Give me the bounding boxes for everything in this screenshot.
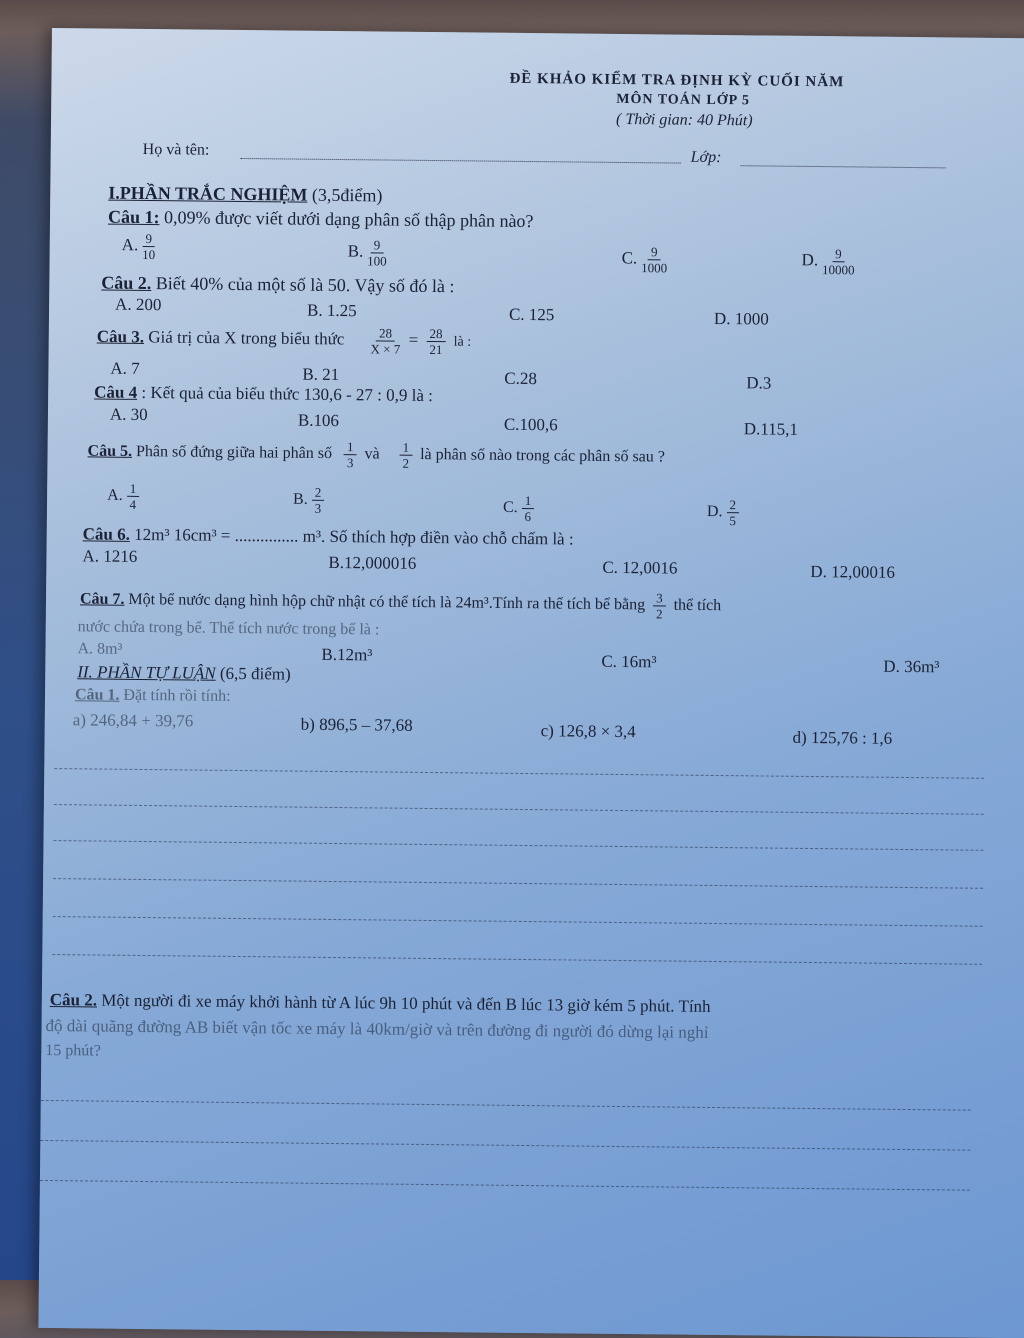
answer-line[interactable] [40,1180,970,1191]
answer-line[interactable] [40,1140,970,1151]
question-2: Câu 2. Biết 40% của một số là 50. Vậy số đó là : [101,272,455,297]
q1-option-c[interactable]: C. $\frac{9}{1000}$ [621,244,668,276]
class-label: Lớp: [690,148,722,167]
q7-option-b[interactable]: B.12m³ [321,644,373,665]
answer-line[interactable] [53,878,983,889]
question-4: Câu 4 : Kết quả của biểu thức 130,6 - 27 : 0,9 là : [94,382,434,406]
q3-option-b[interactable]: B. 21 [302,364,340,385]
question-6: Câu 6. 12m³ 16cm³ = ............... m³. Số thích hợp điền vào chỗ chấm là : [82,524,574,549]
q4-option-d[interactable]: D.115,1 [743,419,799,439]
q2-option-d[interactable]: D. 1000 [713,308,769,329]
e1-part-c: c) 126,8 × 3,4 [540,721,636,742]
q5-option-c[interactable]: C. $\frac{1}{6}$ [503,493,538,524]
q5-option-d[interactable]: D. $\frac{2}{5}$ [707,497,743,528]
q4-option-a[interactable]: A. 30 [109,404,148,425]
question-7: Câu 7. Một bể nước dạng hình hộp chữ nhật có thể tích là 24m³.Tính ra thể tích bể bằng $\frac{3}{2}$ thể tích [79,590,722,622]
q5-option-a[interactable]: A. $\frac{1}{4}$ [107,481,143,512]
q7-option-a[interactable]: A. 8m³ [77,640,123,658]
e1-part-b: b) 896,5 – 37,68 [300,714,413,735]
q5-option-b[interactable]: B. $\frac{2}{3}$ [293,485,328,516]
essay-question-2-line3: 15 phút? [45,1041,101,1060]
name-label: Họ và tên: [142,140,210,159]
q2-option-a[interactable]: A. 200 [115,294,162,315]
essay-question-2-line2: độ dài quãng đường AB biết vận tốc xe máy là 40km/giờ và trên đường đi người đó dừng lại nghỉ [45,1015,709,1042]
class-field[interactable] [741,165,946,168]
e1-part-d: d) 125,76 : 1,6 [792,727,893,748]
answer-line[interactable] [53,916,983,927]
question-7-line2: nước chứa trong bể. Thể tích nước trong bể là : [77,618,380,639]
answer-line[interactable] [54,768,984,779]
e1-part-a: a) 246,84 + 39,76 [72,710,194,731]
q7-option-d[interactable]: D. 36m³ [883,656,940,677]
essay-question-2: Câu 2. Một người đi xe máy khởi hành từ A lúc 9h 10 phút và đến B lúc 13 giờ kém 5 phút. Tính [49,990,711,1016]
q3-option-d[interactable]: D.3 [746,373,772,393]
q6-option-d[interactable]: D. 12,00016 [810,561,895,582]
question-3: Câu 3. Giá trị của X trong biểu thức $\frac{28}{X \times 7}$ = $\frac{28}{21}$ là : [96,325,472,358]
q6-option-a[interactable]: A. 1216 [82,546,138,566]
q4-option-c[interactable]: C.100,6 [503,414,558,435]
question-1: Câu 1: 0,09% được viết dưới dạng phân số thập phân nào? [107,206,534,232]
q4-option-b[interactable]: B.106 [297,410,340,431]
answer-line[interactable] [53,840,983,851]
exam-paper [38,28,1024,1338]
exam-subject: MÔN TOÁN LỚP 5 [616,91,751,109]
q1-option-b[interactable]: B. $\frac{9}{100}$ [347,237,387,269]
q6-option-c[interactable]: C. 12,0016 [602,557,678,578]
q3-option-c[interactable]: C.28 [504,368,538,389]
q3-option-a[interactable]: A. 7 [110,358,140,378]
part2-heading: II. PHẦN TỰ LUẬN (6,5 điểm) [77,662,291,684]
q7-option-c[interactable]: C. 16m³ [601,651,657,672]
essay-question-1: Câu 1. Đặt tính rồi tính: [74,686,231,705]
part1-heading: I.PHẦN TRẮC NGHIỆM (3,5điểm) [108,182,383,206]
q1-option-d[interactable]: D. $\frac{9}{10000}$ [801,246,855,278]
answer-line[interactable] [41,1100,971,1111]
answer-line[interactable] [54,804,984,815]
q2-option-b[interactable]: B. 1.25 [306,300,357,321]
answer-line[interactable] [52,954,982,965]
q1-option-a[interactable]: A. $\frac{9}{10}$ [121,230,156,263]
exam-title: ĐỀ KHẢO KIỂM TRA ĐỊNH KỲ CUỐI NĂM [509,70,845,91]
q6-option-b[interactable]: B.12,000016 [328,552,417,573]
q2-option-c[interactable]: C. 125 [508,304,555,325]
exam-time: ( Thời gian: 40 Phút) [615,110,753,130]
name-field[interactable] [241,158,681,164]
question-5: Câu 5. Phân số đứng giữa hai phân số $\frac{1}{3}$ và $\frac{1}{2}$ là phân số nào trong các phân số sau ? [87,439,666,471]
